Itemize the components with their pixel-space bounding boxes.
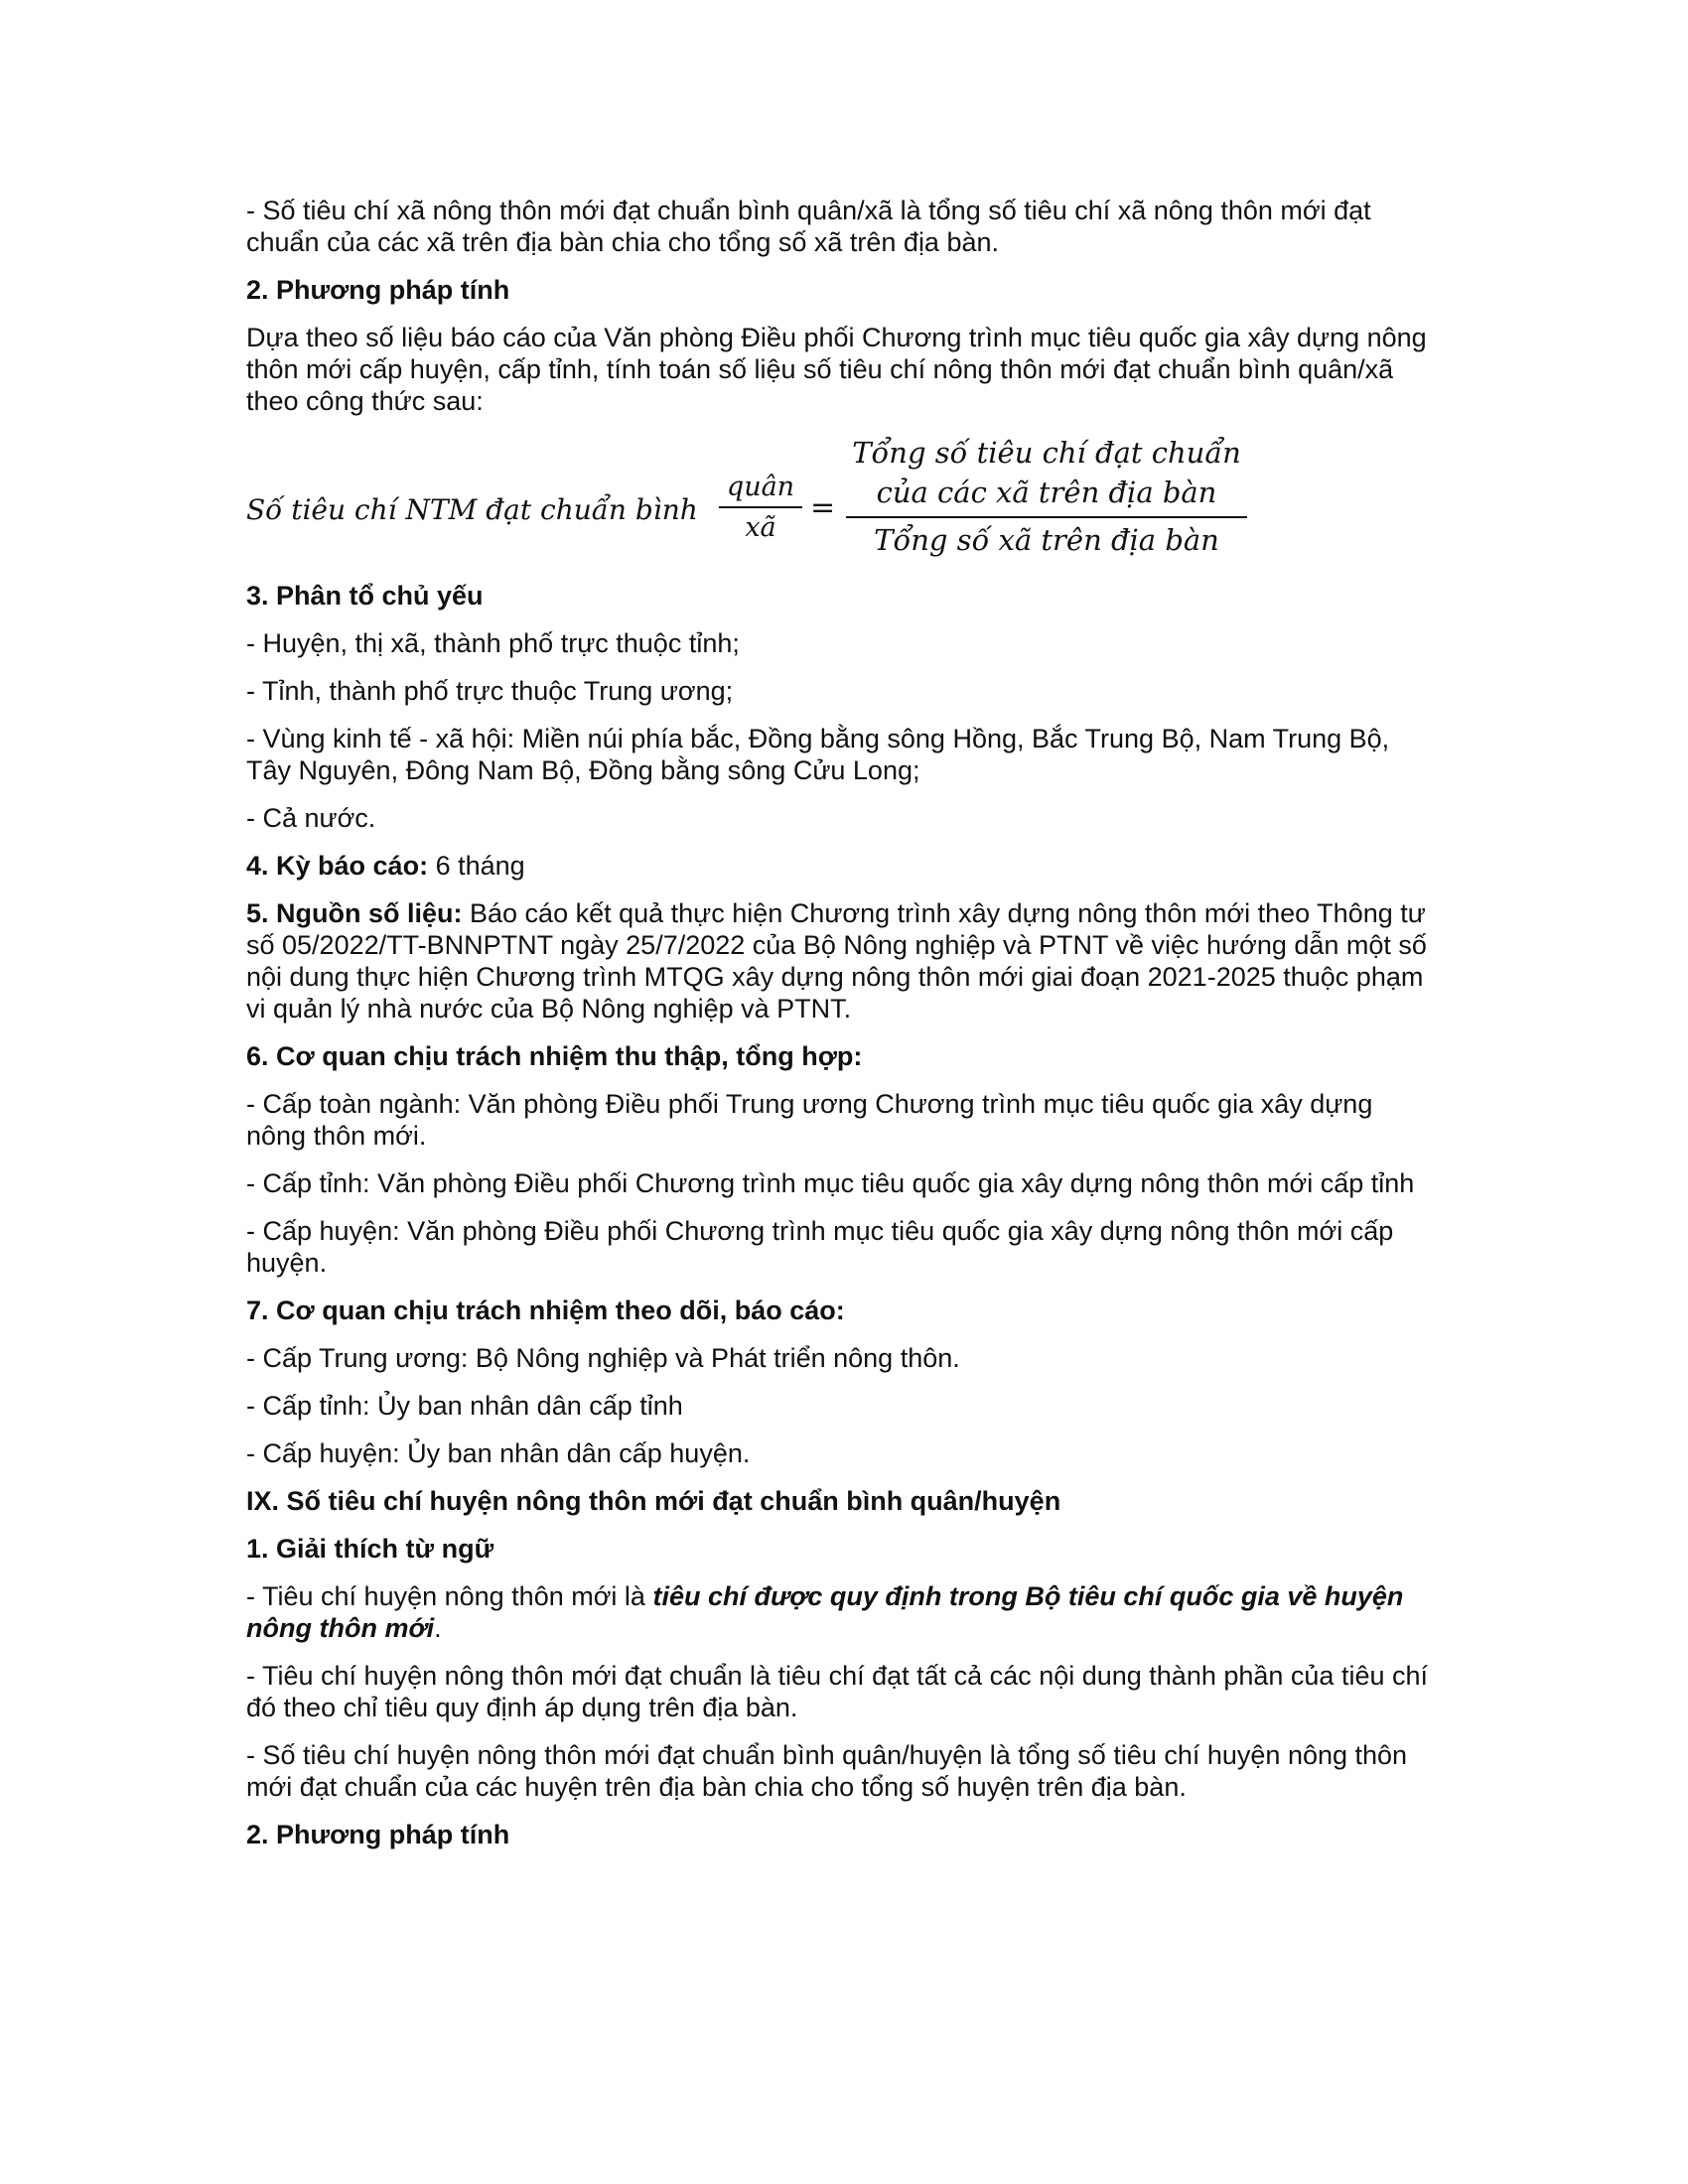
explanation-district-criteria-suffix: . bbox=[434, 1613, 442, 1643]
reporting-period-label: 4. Kỳ báo cáo: bbox=[246, 851, 429, 881]
formula-small-fraction bbox=[719, 469, 802, 548]
paragraph-calculation-method: Dựa theo số liệu báo cáo của Văn phòng Điều phối Chương trình mục tiêu quốc gia xây dựng nông thôn mới cấp huyện, cấp tỉnh, tính toán số liệu số tiêu chí nông thôn mới đạt chuẩn bình quân/xã theo công thức sau: bbox=[246, 323, 1427, 416]
monitoring-agency-central: - Cấp Trung ương: Bộ Nông nghiệp và Phát triển nông thôn. bbox=[246, 1343, 960, 1373]
heading-main-grouping: 3. Phân tổ chủ yếu bbox=[246, 581, 484, 611]
data-source-value: Báo cáo kết quả thực hiện Chương trình xây dựng nông thôn mới theo Thông tư số 05/2022/TT-BNNPTNT ngày 25/7/2022 của Bộ Nông nghiệp và PTNT về việc hướng dẫn một số nội dung thực hiện Chương trình MTQG xây dựng nông thôn mới giai đoạn 2021-2025 thuộc phạm vi quản lý nhà nước của Bộ Nông nghiệp và PTNT. bbox=[246, 898, 1427, 1024]
collecting-agency-central: - Cấp toàn ngành: Văn phòng Điều phối Trung ương Chương trình mục tiêu quốc gia xây dựng nông thôn mới. bbox=[246, 1089, 1373, 1151]
document-page bbox=[246, 195, 1438, 1866]
monitoring-agency-province: - Cấp tỉnh: Ủy ban nhân dân cấp tỉnh bbox=[246, 1391, 683, 1421]
heading-calculation-method: 2. Phương pháp tính bbox=[246, 275, 510, 305]
explanation-district-criteria-prefix: - Tiêu chí huyện nông thôn mới là bbox=[246, 1581, 653, 1611]
explanation-district-average: - Số tiêu chí huyện nông thôn mới đạt chuẩn bình quân/huyện là tổng số tiêu chí huyện nông thôn mới đạt chuẩn của các huyện trên địa bàn chia cho tổng số huyện trên địa bàn. bbox=[246, 1740, 1408, 1802]
explanation-district-criteria-standard: - Tiêu chí huyện nông thôn mới đạt chuẩn là tiêu chí đạt tất cả các nội dung thành phần của tiêu chí đó theo chỉ tiêu quy định áp dụng trên địa bàn. bbox=[246, 1661, 1429, 1722]
heading-monitoring-agency: 7. Cơ quan chịu trách nhiệm theo dõi, báo cáo: bbox=[246, 1296, 845, 1325]
formula-lhs: Số tiêu chí NTM đạt chuẩn bình bbox=[246, 493, 698, 526]
data-source-label: 5. Nguồn số liệu: bbox=[246, 898, 463, 928]
collecting-agency-district: - Cấp huyện: Văn phòng Điều phối Chương trình mục tiêu quốc gia xây dựng nông thôn mới cấp huyện. bbox=[246, 1216, 1394, 1278]
formula-small-denominator: xã bbox=[745, 512, 776, 543]
data-source bbox=[246, 897, 1438, 1024]
heading-collecting-agency: 6. Cơ quan chịu trách nhiệm thu thập, tổng hợp: bbox=[246, 1041, 863, 1071]
formula-equals-sign: = bbox=[810, 490, 836, 525]
formula-big-denominator: Tổng số xã trên địa bàn bbox=[874, 523, 1219, 557]
formula-big-fraction bbox=[846, 433, 1247, 562]
grouping-item-country: - Cả nước. bbox=[246, 803, 376, 833]
grouping-item-district: - Huyện, thị xã, thành phố trực thuộc tỉnh; bbox=[246, 628, 740, 658]
section-ix-title: IX. Số tiêu chí huyện nông thôn mới đạt chuẩn bình quân/huyện bbox=[246, 1486, 1061, 1516]
paragraph-average-commune-definition: - Số tiêu chí xã nông thôn mới đạt chuẩn bình quân/xã là tổng số tiêu chí xã nông thôn mới đạt chuẩn của các xã trên địa bàn chia cho tổng số xã trên địa bàn. bbox=[246, 196, 1371, 257]
heading-calculation-method-district: 2. Phương pháp tính bbox=[246, 1820, 510, 1849]
collecting-agency-province: - Cấp tỉnh: Văn phòng Điều phối Chương trình mục tiêu quốc gia xây dựng nông thôn mới cấp tỉnh bbox=[246, 1168, 1415, 1198]
monitoring-agency-district: - Cấp huyện: Ủy ban nhân dân cấp huyện. bbox=[246, 1438, 751, 1468]
formula-big-numerator-line-2: của các xã trên địa bàn bbox=[876, 476, 1217, 509]
reporting-period-value: 6 tháng bbox=[428, 851, 525, 881]
grouping-item-region: - Vùng kinh tế - xã hội: Miền núi phía bắc, Đồng bằng sông Hồng, Bắc Trung Bộ, Nam Trung Bộ, Tây Nguyên, Đông Nam Bộ, Đồng bằng sông Cửu Long; bbox=[246, 724, 1390, 785]
grouping-item-province: - Tỉnh, thành phố trực thuộc Trung ương; bbox=[246, 676, 734, 706]
reporting-period bbox=[246, 850, 1438, 882]
formula-small-numerator: quân bbox=[726, 472, 795, 502]
explanation-district-criteria bbox=[246, 1580, 1438, 1644]
formula-big-numerator-line-1: Tổng số tiêu chí đạt chuẩn bbox=[852, 436, 1241, 470]
heading-term-explanation: 1. Giải thích từ ngữ bbox=[246, 1534, 494, 1564]
explanation-district-criteria-emphasis: tiêu chí được quy định trong Bộ tiêu chí quốc gia về huyện nông thôn mới bbox=[246, 1581, 1404, 1643]
formula-average-criteria-commune bbox=[246, 433, 1438, 562]
